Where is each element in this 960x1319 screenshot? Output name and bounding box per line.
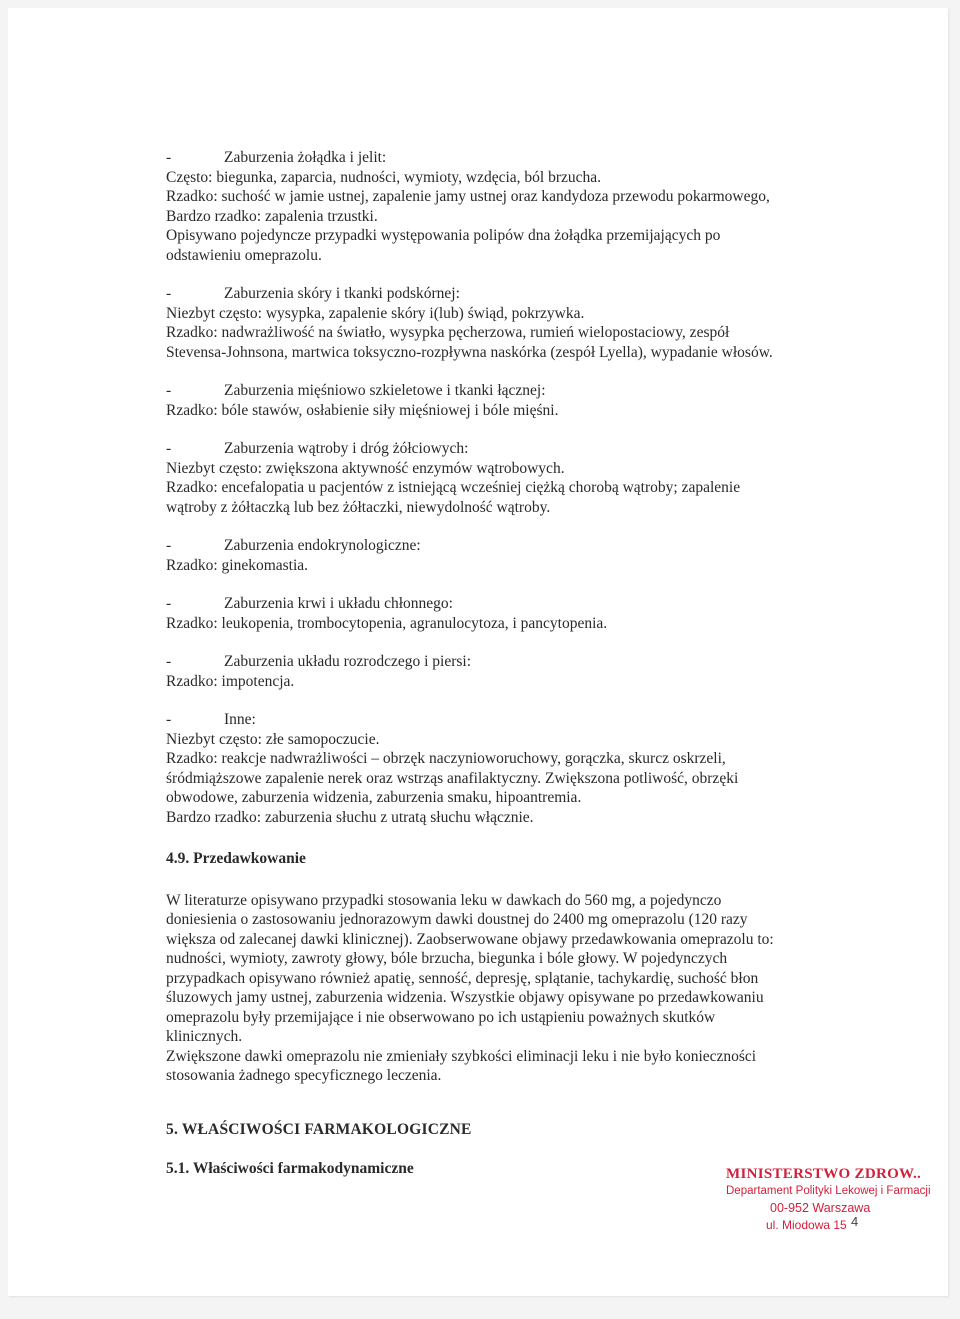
text-line: przypadkach opisywano również apatię, senność, depresję, splątanie, tachykardię, suchość błon [166, 969, 759, 987]
document-body [166, 148, 846, 1179]
text-line: większa od zalecanej dawki klinicznej). Zaobserwowane objawy przedawkowania omeprazolu to: [166, 930, 774, 948]
adverse-section [166, 710, 846, 827]
adverse-section [166, 536, 846, 575]
stamp-line: MINISTERSTWO ZDROW.. [726, 1166, 922, 1182]
text-line: Niezbyt często: złe samopoczucie. [166, 730, 380, 748]
adverse-section [166, 439, 846, 517]
text-line: obwodowe, zaburzenia widzenia, zaburzenia smaku, hipoantremia. [166, 789, 582, 806]
adverse-section [166, 652, 846, 691]
text-line: Rzadko: leukopenia, trombocytopenia, agranulocytoza, i pancytopenia. [166, 614, 608, 632]
text-line: doniesienia o zastosowaniu jednorazowym dawki doustnej do 2400 mg omeprazolu (120 razy [166, 911, 748, 928]
section-heading: - Zaburzenia wątroby i dróg żółciowych: [166, 440, 469, 457]
text-line: stosowania żadnego specyficznego leczenia. [166, 1067, 442, 1084]
adverse-section [166, 594, 846, 633]
section-5-title: 5. WŁAŚCIWOŚCI FARMAKOLOGICZNE [166, 1120, 472, 1138]
text-line: Rzadko: suchość w jamie ustnej, zapalenie jamy ustnej oraz kandydoza przewodu pokarmowego, [166, 188, 770, 205]
stamp-line: ul. Miodowa 15 [766, 1218, 847, 1232]
text-line: Rzadko: encefalopatia u pacjentów z istniejącą wcześniej ciężką chorobą wątroby; zapalenie [166, 479, 741, 496]
page-number: 4 [851, 1214, 859, 1229]
text-line: odstawieniu omeprazolu. [166, 246, 322, 264]
overdose-paragraph [166, 891, 846, 1047]
section-5-1-title: 5.1. Właściwości farmakodynamiczne [166, 1160, 414, 1177]
adverse-section [166, 381, 846, 420]
adverse-section [166, 148, 846, 265]
adverse-section [166, 284, 846, 362]
section-heading: - Zaburzenia mięśniowo szkieletowe i tkanki łącznej: [166, 382, 546, 399]
text-line: Rzadko: impotencja. [166, 672, 295, 690]
overdose-title: 4.9. Przedawkowanie [166, 850, 306, 867]
overdose-paragraph [166, 1047, 846, 1086]
text-line: Rzadko: reakcje nadwrażliwości – obrzęk naczynioworuchowy, gorączka, skurcz oskrzeli, [166, 750, 726, 767]
text-line: śluzowych jamy ustnej, zaburzenia widzenia. Wszystkie objawy opisywane po przedawkowaniu [166, 989, 764, 1006]
text-line: Niezbyt często: zwiększona aktywność enzymów wątrobowych. [166, 459, 565, 477]
text-line: Rzadko: ginekomastia. [166, 556, 309, 574]
text-line: wątroby z żółtaczką lub bez żółtaczki, niewydolność wątroby. [166, 498, 551, 516]
text-line: Opisywano pojedyncze przypadki występowania polipów dna żołądka przemijających po [166, 227, 721, 244]
text-line: W literaturze opisywano przypadki stosowania leku w dawkach do 560 mg, a pojedynczo [166, 891, 722, 909]
text-line: nudności, wymioty, zawroty głowy, bóle brzucha, biegunka i bóle głowy. W pojedynczych [166, 950, 728, 967]
ministry-stamp [726, 1166, 946, 1234]
text-line: Bardzo rzadko: zapalenia trzustki. [166, 207, 378, 225]
text-line: Rzadko: nadwrażliwość na światło, wysypka pęcherzowa, rumień wielopostaciowy, zespół [166, 324, 730, 341]
text-line: Stevensa-Johnsona, martwica toksyczno-rozpływna naskórka (zespół Lyella), wypadanie włosów. [166, 343, 773, 361]
text-line: klinicznych. [166, 1028, 243, 1045]
section-heading: - Zaburzenia krwi i układu chłonnego: [166, 595, 453, 612]
section-heading: - Zaburzenia żołądka i jelit: [166, 149, 387, 166]
text-line: śródmiąższowe zapalenie nerek oraz wstrząs anafilaktyczny. Zwiększona potliwość, obrzęki [166, 769, 739, 787]
text-line: Często: biegunka, zaparcia, nudności, wymioty, wzdęcia, ból brzucha. [166, 168, 601, 186]
text-line: omeprazolu były przemijające i nie obserwowano po ich ustąpieniu poważnych skutków [166, 1008, 716, 1026]
text-line: Rzadko: bóle stawów, osłabienie siły mięśniowej i bóle mięśni. [166, 401, 559, 419]
text-line: Bardzo rzadko: zaburzenia słuchu z utratą słuchu włącznie. [166, 808, 534, 826]
text-line: Niezbyt często: wysypka, zapalenie skóry i(lub) świąd, pokrzywka. [166, 304, 585, 322]
section-heading: - Zaburzenia endokrynologiczne: [166, 537, 421, 554]
section-heading: - Zaburzenia skóry i tkanki podskórnej: [166, 285, 460, 302]
stamp-line: Departament Polityki Lekowej i Farmacji [726, 1185, 931, 1197]
stamp-line: 00-952 Warszawa [770, 1201, 871, 1215]
text-line: Zwiększone dawki omeprazolu nie zmieniały szybkości eliminacji leku i nie było konieczności [166, 1047, 757, 1065]
section-heading: - Inne: [166, 711, 256, 728]
section-heading: - Zaburzenia układu rozrodczego i piersi: [166, 653, 472, 670]
